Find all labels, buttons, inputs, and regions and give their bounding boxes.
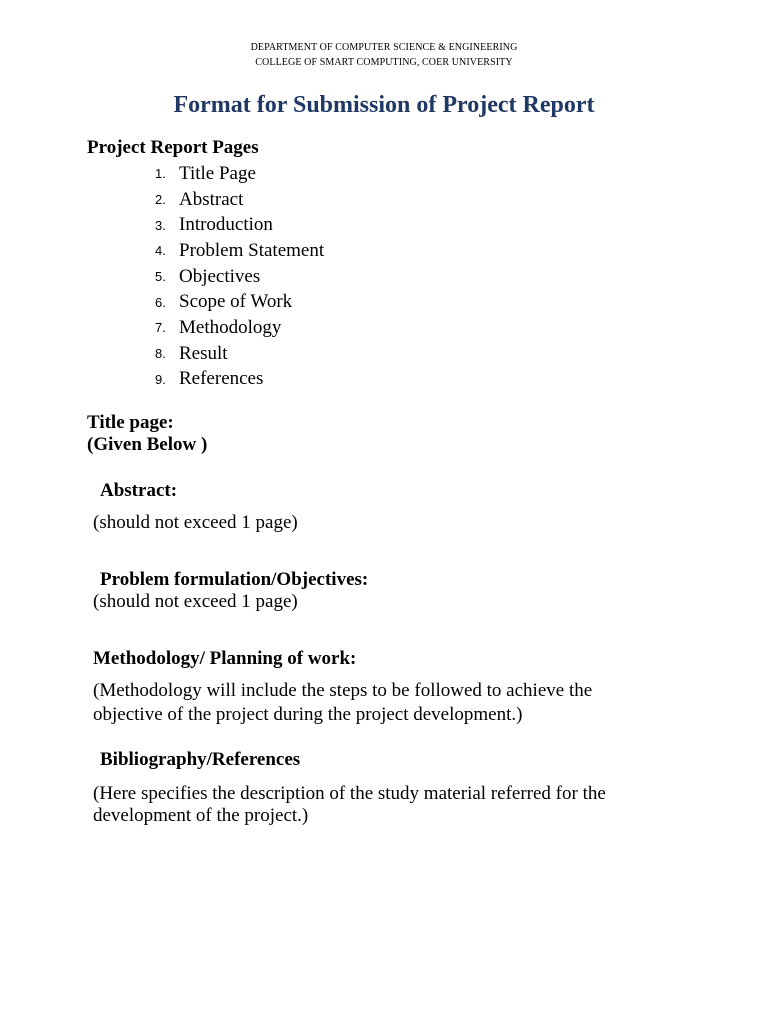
report-pages-list [152,161,324,392]
list-item-label: Objectives [179,265,261,287]
title-page-note: (Given Below ) [87,434,208,455]
methodology-line-2: objective of the project during the project development.) [93,704,523,725]
list-item [152,238,324,264]
report-pages-heading: Project Report Pages [87,137,259,158]
list-item [152,289,324,315]
methodology-line-1: (Methodology will include the steps to be followed to achieve the [93,680,593,701]
bibliography-heading: Bibliography/References [100,749,301,770]
list-item-label: Problem Statement [179,239,325,261]
list-item-number: 2. [155,192,166,208]
list-item-number: 5. [155,269,166,285]
list-item [152,212,324,238]
list-item [152,341,324,367]
list-item-number: 4. [155,243,166,259]
list-item-label: Result [179,342,228,364]
abstract-heading: Abstract: [100,480,178,501]
list-item-number: 8. [155,346,166,362]
methodology-heading: Methodology/ Planning of work: [93,648,357,669]
title-page-heading: Title page: [87,412,174,433]
document-title: Format for Submission of Project Report [173,92,595,118]
abstract-note: (should not exceed 1 page) [93,512,298,533]
list-item [152,367,324,393]
bibliography-line-2: development of the project.) [93,805,309,826]
list-item [152,315,324,341]
list-item-label: Introduction [179,214,273,236]
list-item [152,187,324,213]
department-header: DEPARTMENT OF COMPUTER SCIENCE & ENGINEERING [250,42,518,53]
list-item [152,161,324,187]
list-item-number: 9. [155,371,166,387]
list-item-number: 7. [155,320,166,336]
list-item-number: 3. [155,217,166,233]
list-item-label: Methodology [179,316,282,338]
list-item-label: Scope of Work [179,291,293,313]
list-item-number: 6. [155,294,166,310]
problem-formulation-note: (should not exceed 1 page) [93,591,298,612]
list-item-label: Abstract [179,188,244,210]
bibliography-line-1: (Here specifies the description of the study material referred for the [93,783,606,804]
college-header: COLLEGE OF SMART COMPUTING, COER UNIVERSITY [255,57,513,68]
problem-formulation-heading: Problem formulation/Objectives: [100,569,369,590]
list-item-label: References [179,368,264,390]
list-item-number: 1. [155,166,166,182]
list-item-label: Title Page [179,162,256,184]
list-item [152,264,324,290]
